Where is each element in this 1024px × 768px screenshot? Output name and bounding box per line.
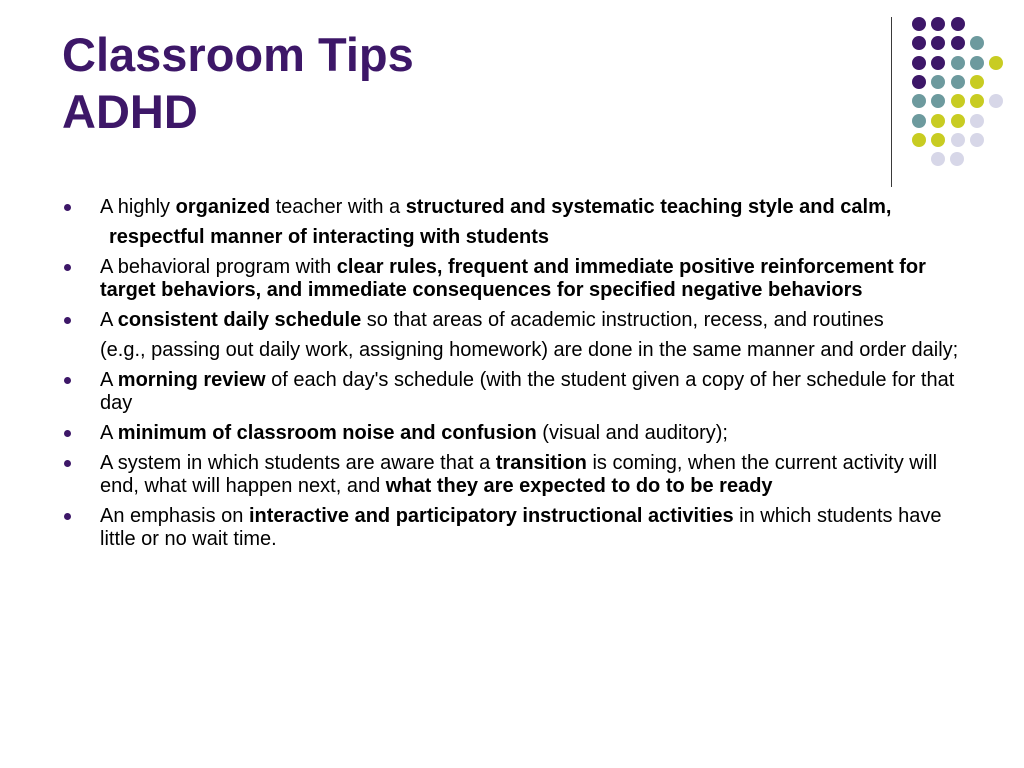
decorative-dot bbox=[931, 17, 945, 31]
decorative-dot bbox=[951, 94, 965, 108]
text: A bbox=[100, 422, 118, 444]
decorative-dot bbox=[970, 94, 984, 108]
divider-line bbox=[891, 17, 892, 187]
decorative-dot bbox=[970, 114, 984, 128]
bold-text: morning review bbox=[117, 369, 266, 391]
decorative-dot bbox=[931, 36, 945, 50]
bullet-dot-icon bbox=[64, 377, 71, 384]
bullet-item bbox=[62, 422, 972, 445]
text: in which students have little or no wait time. bbox=[100, 505, 942, 550]
decorative-dot bbox=[970, 133, 984, 147]
text: (e.g., passing out daily work, assigning homework) are done in the same manner and order daily; bbox=[100, 339, 959, 361]
decorative-dot bbox=[912, 36, 926, 50]
slide-title bbox=[62, 26, 414, 140]
bullet-dot-icon bbox=[64, 204, 71, 211]
text: A bbox=[100, 309, 118, 331]
bold-text: respectful manner of interacting with students bbox=[109, 226, 550, 248]
text: A behavioral program with bbox=[100, 256, 337, 278]
bullet-continuation bbox=[62, 339, 972, 362]
decorative-dot bbox=[989, 56, 1003, 70]
bullet-continuation bbox=[62, 226, 972, 249]
decorative-dot bbox=[951, 133, 965, 147]
bullet-dot-icon bbox=[64, 513, 71, 520]
bullet-dot-icon bbox=[64, 264, 71, 271]
bold-text: what they are expected to do to be ready bbox=[385, 475, 773, 497]
decorative-dot bbox=[951, 75, 965, 89]
decorative-dot bbox=[970, 36, 984, 50]
decorative-dot bbox=[912, 94, 926, 108]
decorative-dot bbox=[970, 75, 984, 89]
text: A highly bbox=[100, 196, 176, 218]
bullet-item bbox=[62, 369, 972, 415]
text: teacher with a bbox=[270, 196, 406, 218]
decorative-dot bbox=[912, 133, 926, 147]
bold-text: minimum of classroom noise and confusion bbox=[117, 422, 537, 444]
text: A system in which students are aware that a bbox=[100, 452, 496, 474]
bold-text: organized bbox=[175, 196, 271, 218]
bullet-item bbox=[62, 256, 972, 302]
bullet-dot-icon bbox=[64, 317, 71, 324]
decorative-dot bbox=[931, 75, 945, 89]
text: of each day's schedule (with the student given a copy of her schedule for that day bbox=[100, 369, 955, 414]
bullet-dot-icon bbox=[64, 430, 71, 437]
decorative-dot bbox=[951, 114, 965, 128]
decorative-dot bbox=[951, 56, 965, 70]
decorative-dot bbox=[912, 75, 926, 89]
text: is coming, when the current activity will end, what will happen next, and bbox=[100, 452, 938, 497]
decorative-dot bbox=[931, 56, 945, 70]
bullet-item bbox=[62, 309, 972, 332]
decorative-dot bbox=[970, 56, 984, 70]
decorative-dot bbox=[951, 36, 965, 50]
bullet-item bbox=[62, 196, 972, 219]
bold-text: clear rules, frequent and immediate positive reinforcement for target behaviors, and immediate consequences for specified negative behaviors bbox=[100, 256, 926, 301]
decorative-dot bbox=[951, 17, 965, 31]
bold-text: interactive and participatory instructional activities bbox=[248, 505, 734, 527]
bullet-dot-icon bbox=[64, 460, 71, 467]
title-line-1: Classroom Tips bbox=[62, 28, 414, 81]
text: so that areas of academic instruction, recess, and routines bbox=[361, 309, 884, 331]
bold-text: structured and systematic teaching style and calm, bbox=[405, 196, 892, 218]
decorative-dot bbox=[912, 17, 926, 31]
text: An emphasis on bbox=[100, 505, 249, 527]
bold-text: consistent daily schedule bbox=[117, 309, 362, 331]
title-line-2: ADHD bbox=[62, 85, 198, 138]
bullet-list bbox=[62, 196, 972, 558]
text: A bbox=[100, 369, 118, 391]
bullet-item bbox=[62, 452, 972, 498]
decorative-dot bbox=[931, 114, 945, 128]
decorative-dot bbox=[931, 152, 945, 166]
bullet-item bbox=[62, 505, 972, 551]
decorative-dot bbox=[912, 114, 926, 128]
decorative-dot bbox=[950, 152, 964, 166]
decorative-dot bbox=[912, 56, 926, 70]
decorative-dot bbox=[931, 94, 945, 108]
decorative-dot bbox=[931, 133, 945, 147]
decorative-dot bbox=[989, 94, 1003, 108]
text: (visual and auditory); bbox=[536, 422, 728, 444]
bold-text: transition bbox=[495, 452, 587, 474]
